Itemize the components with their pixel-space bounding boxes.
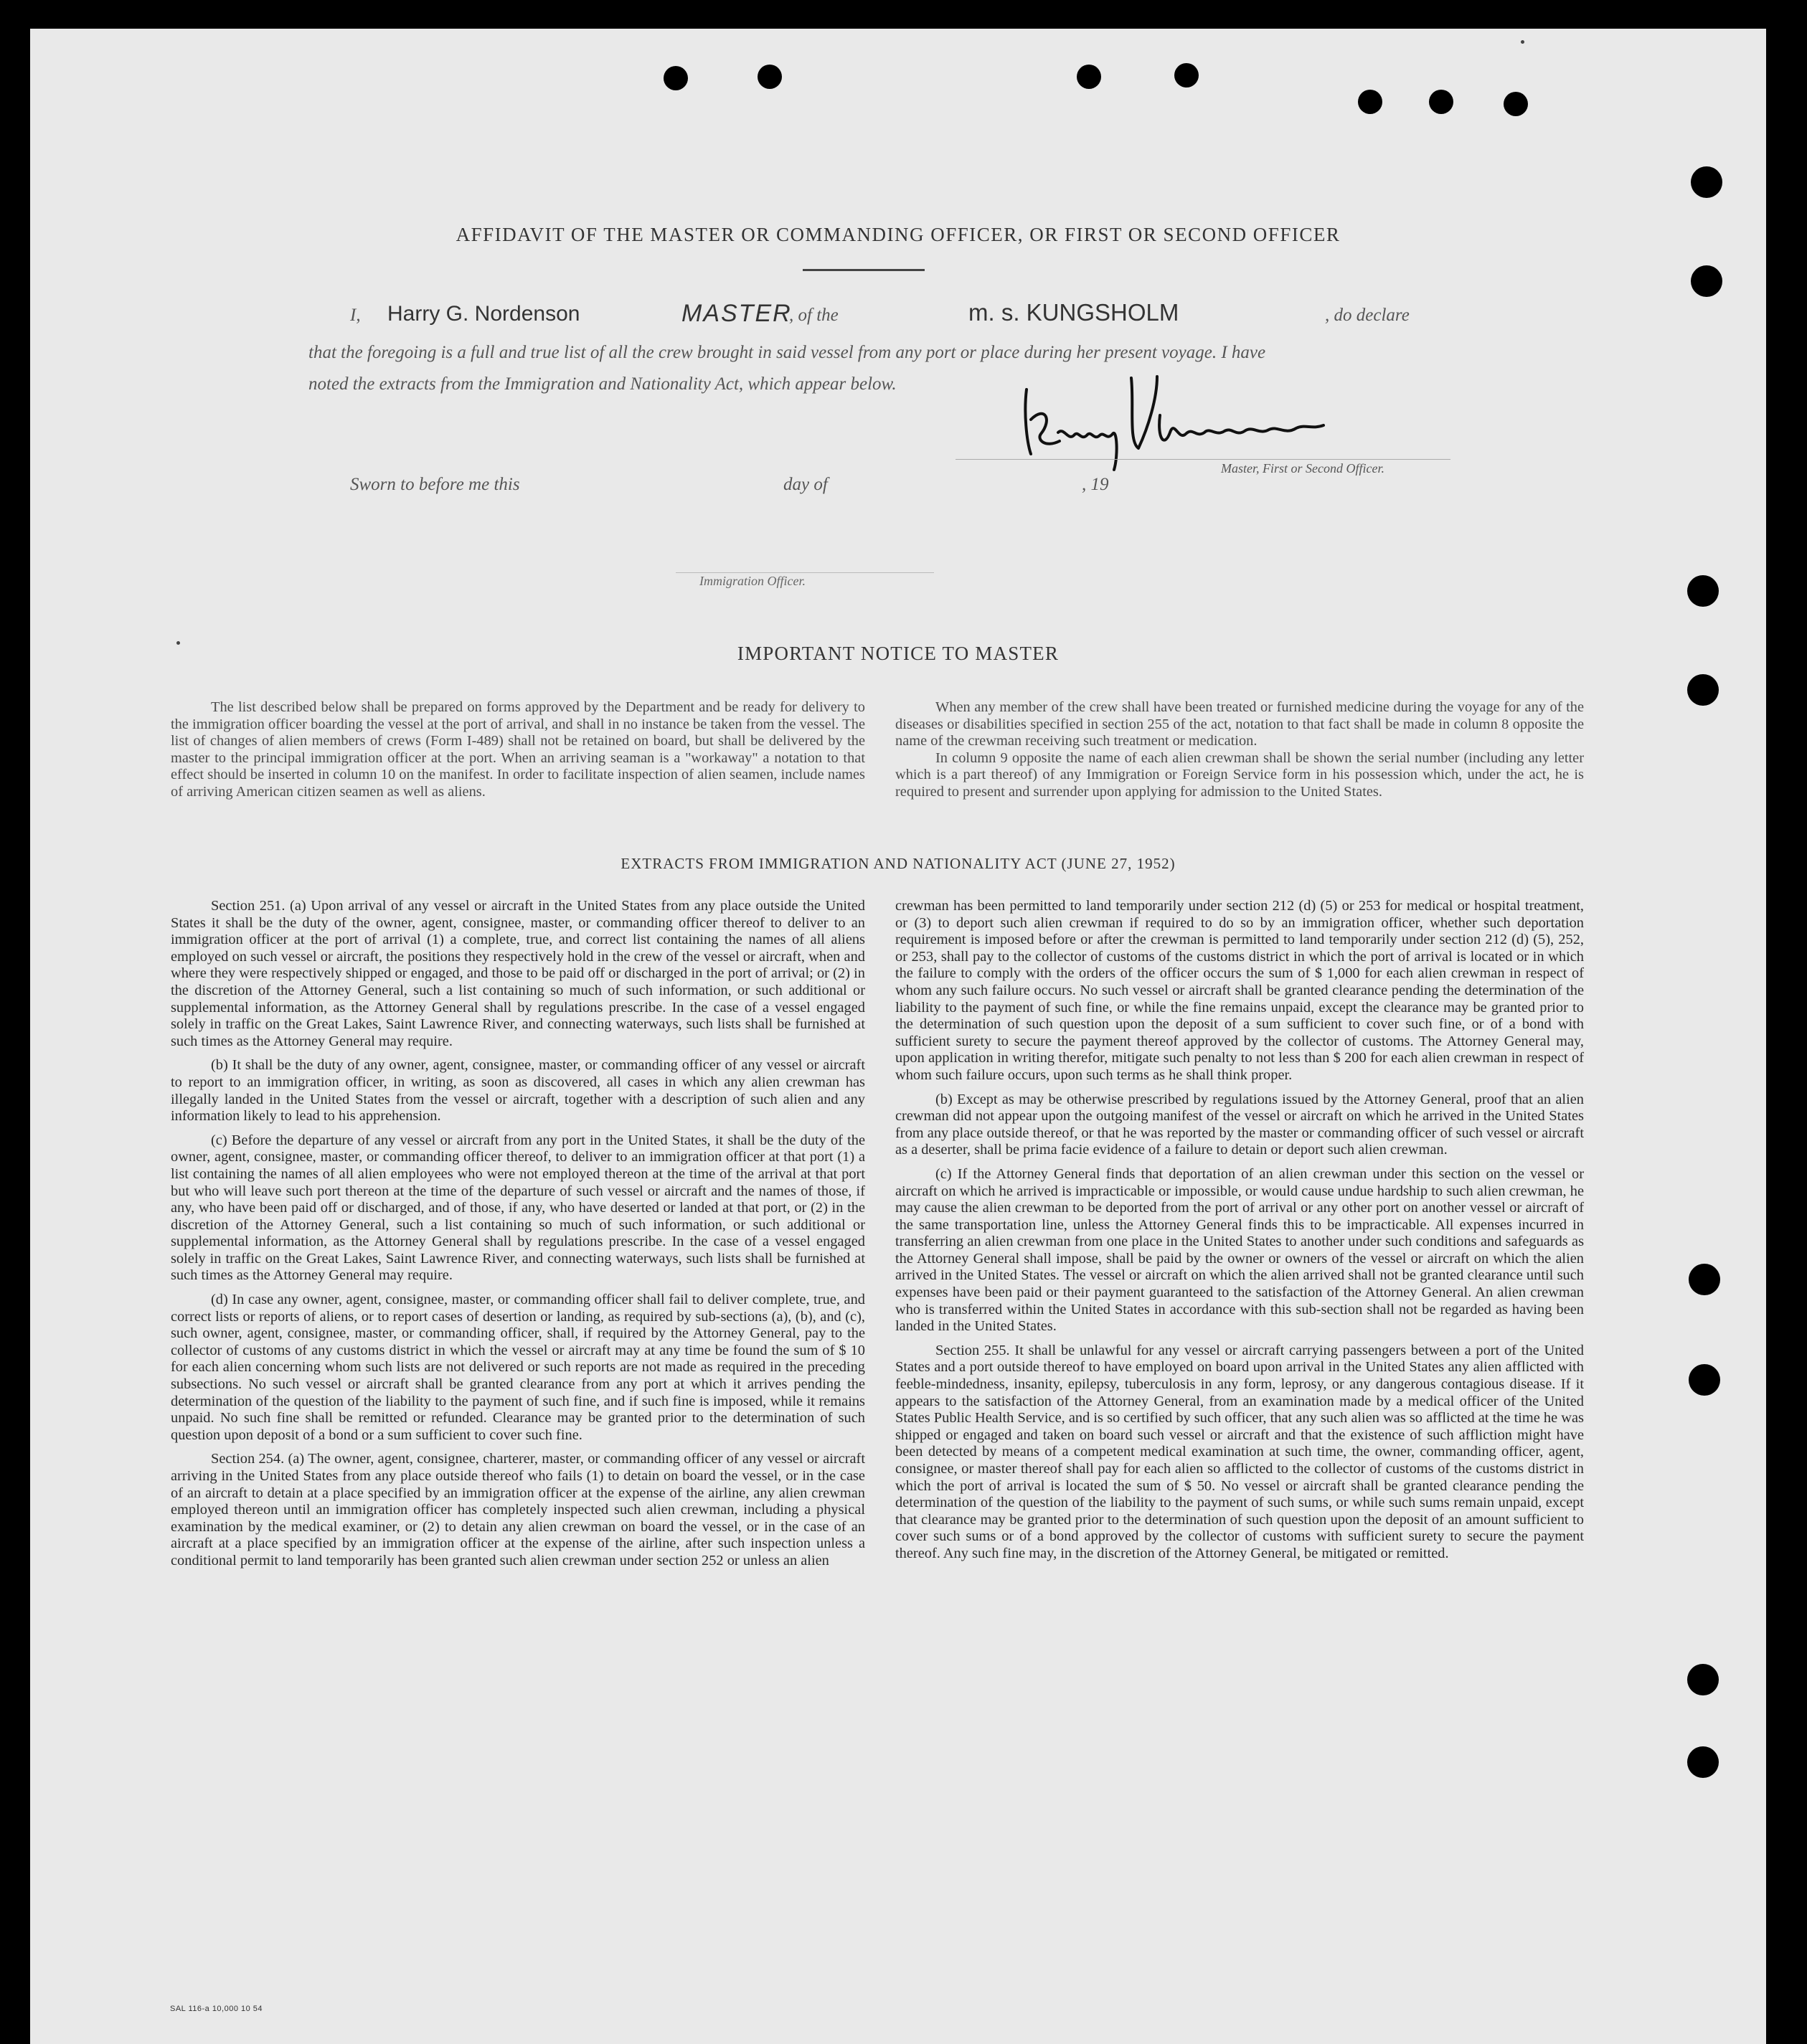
punch-hole — [1429, 90, 1453, 114]
declaration-line-2: noted the extracts from the Immigration and Nationality Act, which appear below. — [308, 374, 897, 394]
punch-hole — [664, 66, 688, 90]
punch-hole — [1358, 90, 1382, 114]
punch-hole — [1077, 65, 1101, 89]
affidavit-title: AFFIDAVIT OF THE MASTER OR COMMANDING OFFICER, OR FIRST OR SECOND OFFICER — [456, 224, 1341, 245]
title-rule — [803, 269, 925, 271]
extract-paragraph: crewman has been permitted to land temporarily under section 212 (d) (5) or 253 for medical or hospital treatment, or (3) to deport such alien crewman if required to do so by an immigration officer, whether such deportation requirement is imposed before or after the crewman is permitted to land temporarily under section 212 (d) (5), 252, or 253, shall pay to the collector of customs of the customs district in which the port of arrival is located or in which the failure to comply with the orders of the officer occurs the sum of $ 1,000 for each alien crewman in respect of whom any such failure occurs. No such vessel or aircraft shall be granted clearance pending the determination of the liability to the payment of such fine, or while the fine remains unpaid, except the clearance may be granted prior to the determination of such question upon the deposit of a sum sufficient to cover such fine, or of a bond with sufficient surety to secure the payment thereof approved by the collector of customs. The Attorney General may, upon application in writing therefor, mitigate such penalty to not less than $ 200 for each alien crewman in respect of whom such failure occurs, upon such terms as he shall think proper. — [895, 898, 1584, 1083]
punch-hole — [1689, 1364, 1720, 1396]
extracts-right-column — [895, 898, 1584, 1570]
notice-title: IMPORTANT NOTICE TO MASTER — [737, 643, 1060, 664]
vessel-name: m. s. KUNGSHOLM — [968, 299, 1179, 326]
of-the-text: , of the — [789, 306, 839, 325]
punch-hole — [758, 65, 782, 89]
form-number: SAL 116-a 10,000 10 54 — [170, 2005, 263, 2013]
master-name: Harry G. Nordenson — [387, 302, 580, 326]
year-prefix: , 19 — [1082, 475, 1109, 494]
extract-paragraph: Section 254. (a) The owner, agent, consignee, charterer, master, or commanding officer of any vessel or aircraft arriving in the United States from any place outside thereof who fails (1) to detain on board the vessel, or in the case of an aircraft to detain at a place specified by an immigration officer at the expense of the airline, any alien crewman employed thereon until an immigration officer has completely inspected such alien crewman, including a physical examination by the medical examiner, or (2) to detain any alien crewman on board the vessel, or in the case of an aircraft at a place specified by an immigration officer at the expense of the airline, after such inspection unless a conditional permit to land temporarily has been granted such alien crewman under section 252 or unless an alien — [171, 1451, 865, 1569]
signature-line — [956, 459, 1450, 460]
punch-hole — [1689, 1264, 1720, 1295]
notice-right-column — [895, 699, 1584, 808]
rank: MASTER — [681, 300, 792, 327]
document-page — [30, 29, 1766, 2044]
extract-paragraph: (b) Except as may be otherwise prescribed by regulations issued by the Attorney General, proof that an alien crewman did not appear upon the outgoing manifest of the vessel or aircraft on which he arrived in the United States from any place outside thereof, or that he was reported by the master or commanding officer of such vessel or aircraft as a deserter, shall be prima facie evidence of a failure to detain or deport such alien crewman. — [895, 1091, 1584, 1158]
punch-hole — [1687, 575, 1719, 607]
immigration-officer-line — [676, 572, 934, 573]
punch-hole — [1687, 674, 1719, 706]
extract-paragraph: Section 251. (a) Upon arrival of any vessel or aircraft in the United States from any place outside the United States it shall be the duty of the owner, agent, consignee, master, or commanding officer thereof to deliver to an immigration officer at the port of arrival (1) a complete, true, and correct list containing the names of all aliens employed on such vessel or aircraft, the positions they respectively hold in the crew of the vessel or aircraft, when and where they were respectively shipped or engaged, and those to be paid off or discharged in the port of arrival; or (2) in the discretion of the Attorney General, such a list containing so much of such information, or such additional or supplemental information, as the Attorney General shall by regulations prescribe. In the case of a vessel engaged solely in traffic on the Great Lakes, Saint Lawrence River, and connecting waterways, such lists shall be furnished at such times as the Attorney General may require. — [171, 898, 865, 1049]
extract-paragraph: (c) Before the departure of any vessel or aircraft from any port in the United States, it shall be the duty of the owner, agent, consignee, master, or commanding officer thereof, to deliver to an immigration officer at that port (1) a list containing the names of all alien employees who were not employed thereon at the time of the arrival at that port but who will leave such port thereon at the time of the departure of such vessel or aircraft and the names of those, if any, who have been paid off or discharged, and of those, if any, who have deserted or landed at that port, or (2) in the discretion of the Attorney General, such a list containing so much of such information, or such additional or supplemental information, as the Attorney General shall by regulations prescribe. In the case of a vessel engaged solely in traffic on the Great Lakes, Saint Lawrence River, and connecting waterways, such lists shall be furnished at such times as the Attorney General may require. — [171, 1132, 865, 1284]
punch-hole — [1174, 63, 1199, 87]
immigration-officer-caption: Immigration Officer. — [699, 574, 806, 588]
notice-left-column — [171, 699, 865, 808]
extracts-title: EXTRACTS FROM IMMIGRATION AND NATIONALITY ACT (JUNE 27, 1952) — [621, 855, 1176, 872]
punch-hole — [1504, 92, 1528, 116]
extract-paragraph: (c) If the Attorney General finds that deportation of an alien crewman under this section on the vessel or aircraft on which he arrived is impracticable or impossible, or would cause undue hardship to such alien crewman, he may cause the alien crewman to be deported from the port of arrival or any other port on another vessel or aircraft of the same transportation line, unless the Attorney General finds this to be impracticable. All expenses incurred in transferring an alien crewman from one place in the United States to another under such conditions and safeguards as the Attorney General shall impose, shall be paid by the owner or owners of the vessel or aircraft on which the alien arrived in the United States. The vessel or aircraft on which the alien arrived shall not be granted clearance until such expenses have been paid or their payment guaranteed to the satisfaction of the Attorney General. An alien crewman who is transferred within the United States in accordance with this sub-section shall not be regarded as having been landed in the United States. — [895, 1165, 1584, 1335]
day-of-text: day of — [783, 475, 828, 494]
extract-paragraph: (b) It shall be the duty of any owner, agent, consignee, master, or commanding officer of any vessel or aircraft to report to an immigration officer, in writing, as soon as discovered, all cases in which any alien crewman has illegally landed in the United States from the vessel or aircraft, together with a description of such alien and any information likely to lead to his apprehension. — [171, 1057, 865, 1125]
punch-hole — [1687, 1746, 1719, 1778]
extract-paragraph: Section 255. It shall be unlawful for any vessel or aircraft carrying passengers between a port of the United States and a port outside thereof to have employed on board upon arrival in the United States any alien afflicted with feeble-mindedness, insanity, epilepsy, tuberculosis in any form, leprosy, or any dangerous contagious disease. If it appears to the satisfaction of the Attorney General, from an examination made by a medical officer of the United States Public Health Service, and is so certified by such officer, that any such alien was so afflicted at the time he was shipped or engaged and taken on board such vessel or aircraft and that the existence of such affliction might have been detected by means of a competent medical examination at such time, the owner, commanding officer, agent, consignee, or master thereof shall pay for each alien so afflicted to the collector of customs of the customs district in which the port of arrival is located the sum of $ 50. No vessel or aircraft shall be granted clearance pending the determination of the question of the liability to the payment of such sums, or while such sums remain unpaid, except that clearance may be granted prior to the determination of such question upon the deposit of an amount sufficient to cover such sums or of a bond approved by the collector of customs with sufficient surety to secure the payment thereof. Any such fine may, in the discretion of the Attorney General, be mitigated or remitted. — [895, 1342, 1584, 1561]
extract-paragraph: (d) In case any owner, agent, consignee, master, or commanding officer shall fail to deliver complete, true, and correct lists or reports of aliens, or to report cases of desertion or landing, as required by sub-sections (a), (b), and (c), such owner, agent, consignee, master, or commanding officer, shall, if required by the Attorney General, pay to the collector of customs of any customs district in which the vessel or aircraft may at any time be found the sum of $ 10 for each alien concerning whom such lists are not delivered or such reports are not made as required in the preceding subsections. No such vessel or aircraft shall be granted clearance from any port at which it arrives pending the determination of the question of the liability to the payment of such fine, and if such fine is imposed, while it remains unpaid. No such fine shall be remitted or refunded. Clearance may be granted prior to the determination of such question upon deposit of a bond or a sum sufficient to cover such fine. — [171, 1292, 865, 1443]
punch-hole — [1691, 166, 1722, 198]
speck — [1521, 40, 1524, 44]
extracts-left-column — [171, 898, 865, 1577]
sworn-prefix: Sworn to before me this — [350, 475, 520, 494]
notice-right-paragraph-2: In column 9 opposite the name of each alien crewman shall be shown the serial number (including any letter which is a part thereof) of any Immigration or Foreign Service form in his possession which, under the act, he is required to present and surrender upon applying for admission to the United States. — [895, 749, 1584, 800]
notice-left-paragraph: The list described below shall be prepared on forms approved by the Department and be ready for delivery to the immigration officer boarding the vessel at the port of arrival, and shall in no instance be taken from the vessel. The list of changes of alien members of crews (Form I-489) shall not be retained on board, but shall be delivered by the master to the principal immigration officer at the port. When an arriving seaman is a "workaway" a notation to that effect should be inserted in column 10 on the manifest. In order to facilitate inspection of alien seamen, include names of arriving American citizen seamen as well as aliens. — [171, 699, 865, 800]
do-declare-text: , do declare — [1325, 306, 1410, 325]
signature-caption: Master, First or Second Officer. — [1221, 461, 1384, 475]
declaration-line-1: that the foregoing is a full and true list of all the crew brought in said vessel from any port or place during her present voyage. I have — [308, 343, 1266, 362]
i-prefix: I, — [350, 306, 361, 325]
notice-right-paragraph-1: When any member of the crew shall have been treated or furnished medicine during the voyage for any of the diseases or disabilities specified in section 255 of the act, notation to that fact shall be made in column 8 opposite the name of the crewman receiving such treatment or medication. — [895, 699, 1584, 749]
punch-hole — [1691, 265, 1722, 297]
punch-hole — [1687, 1664, 1719, 1695]
